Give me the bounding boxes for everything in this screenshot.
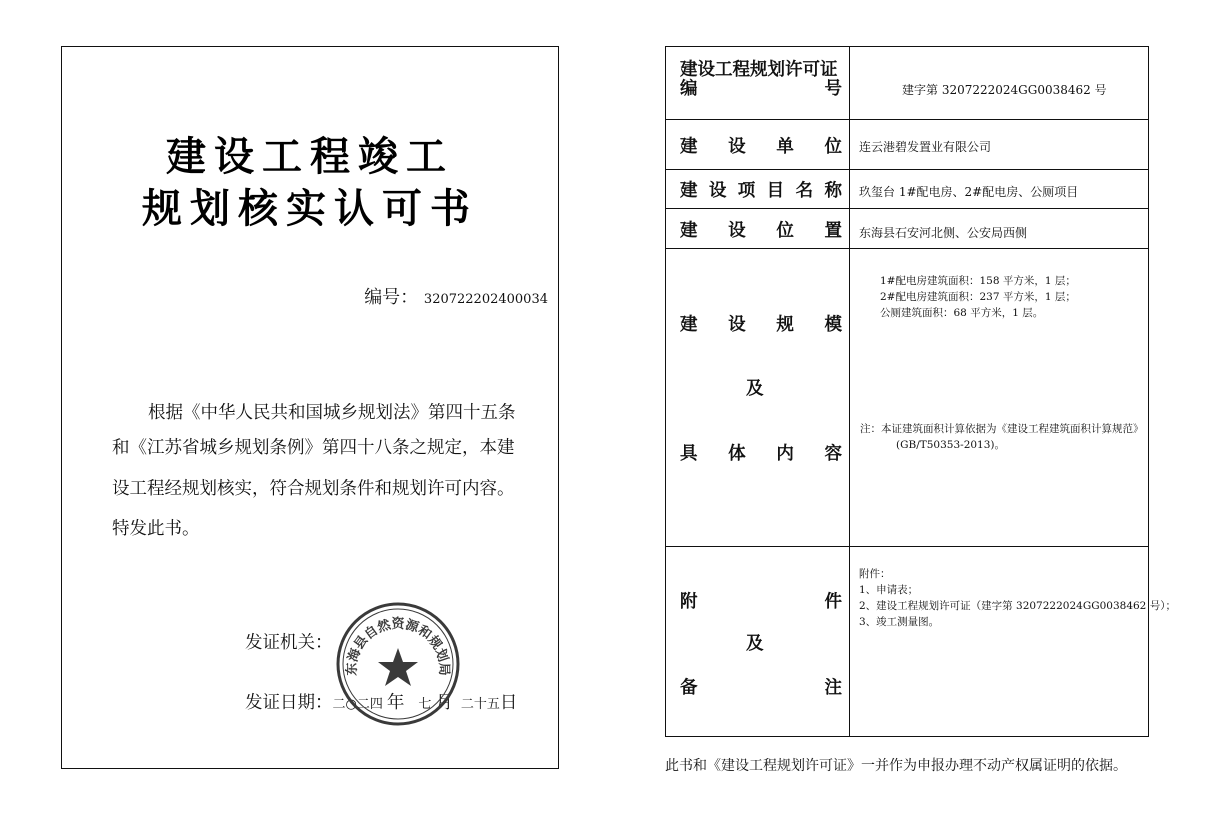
scale-note-line1: 注：本证建筑面积计算依据为《建设工程建筑面积计算规范》 [860,423,1144,435]
official-seal-icon [334,600,462,728]
serial-number-row [364,283,548,309]
scale-item: 1#配电房建筑面积：158 平方米，1 层； [880,275,1076,287]
scale-note-line2: (GB/T50353-2013)。 [896,439,1006,451]
attachment-heading: 附件： [859,568,891,580]
permit-number-label-line1: 建设工程规划许可证 [680,60,838,80]
scale-note [860,421,1145,453]
location-value: 东海县石安河北侧、公安局西侧 [859,226,1028,240]
project-label-char: 称 [824,181,842,201]
certificate-title-line1: 建设工程竣工 [166,133,454,180]
table-row-divider [666,208,1148,209]
attachment-label-line2: 及 [746,634,764,654]
unit-label-char: 建 [680,137,698,157]
table-row-divider [666,169,1148,170]
project-label-char: 项 [737,181,756,201]
attachment-label-char: 备 [680,678,698,698]
scale-label-char: 具 [680,444,698,464]
body-line-1: 根据《中华人民共和国城乡规划法》第四十五条 [148,403,516,423]
unit-value: 连云港碧发置业有限公司 [859,140,992,154]
certificate-page [61,46,559,769]
body-line-4: 特发此书。 [112,519,200,539]
serial-label: 编号： [364,287,419,308]
scale-label-line3 [680,440,842,465]
certificate-title-line2: 规划核实认可书 [142,185,478,232]
location-label-char: 设 [728,221,746,241]
scale-label-char: 模 [824,315,842,335]
permit-number-label [680,61,842,99]
location-label-char: 位 [776,221,794,241]
project-name-value: 玖玺台 1#配电房、2#配电房、公厕项目 [859,185,1079,199]
issue-date-month-suffix: 月 [435,693,453,713]
issue-date-year: 二○二四 [332,697,383,712]
attachment-label-line1 [680,588,842,613]
scale-label-char: 建 [680,315,698,335]
unit-label [680,133,842,158]
location-label-char: 置 [824,221,842,241]
scale-label-line1 [680,311,842,336]
project-label-char: 设 [708,181,727,201]
attachment-label-char: 件 [824,592,842,612]
project-name-label [680,177,842,202]
scale-label-char: 规 [776,315,794,335]
attachment-item: 2、建设工程规划许可证（建字第 3207222024GG0038462 号）； [859,600,1176,612]
table-row-divider [666,119,1148,120]
unit-label-char: 位 [824,137,842,157]
scale-item: 2#配电房建筑面积：237 平方米，1 层； [880,291,1076,303]
permit-number-label-char: 号 [824,79,842,99]
project-label-char: 名 [795,181,814,201]
scale-label-char: 容 [824,444,842,464]
attachment-item: 3、竣工测量图。 [859,616,940,628]
location-label-char: 建 [680,221,698,241]
serial-number: 320722202400034 [423,292,548,307]
scale-label-char: 内 [776,444,794,464]
issuer-label: 发证机关： [245,633,333,653]
scale-items-list [880,273,1076,321]
scale-label-char: 体 [728,444,746,464]
permit-details-table [665,46,1176,737]
issue-date-year-suffix: 年 [386,693,405,713]
attachment-list [859,566,1176,630]
attachment-label-line3 [680,674,842,699]
issue-date-label: 发证日期： [245,693,333,713]
issue-date-day: 二十五 [460,697,500,712]
table-row-divider [666,248,1148,249]
footer-note: 此书和《建设工程规划许可证》一并作为申报办理不动产权属证明的依据。 [665,758,1127,774]
unit-label-char: 单 [776,137,794,157]
table-row-divider [666,546,1148,547]
issue-date-day-suffix: 日 [499,693,518,713]
scale-label-line2: 及 [746,379,764,399]
attachment-label-char: 注 [824,678,842,698]
attachment-label-char: 附 [680,592,698,612]
scale-label-char: 设 [728,315,746,335]
seal-text: 东海县自然资源和规划局 [344,617,452,676]
project-label-char: 建 [680,181,698,201]
scale-item: 公厕建筑面积：68 平方米，1 层。 [880,307,1044,319]
permit-number-label-char: 编 [680,79,698,99]
attachment-item: 1、申请表； [859,584,919,596]
issue-date-month: 七 [418,697,432,712]
body-line-3: 设工程经规划核实，符合规划条件和规划许可内容。 [112,479,515,499]
table-column-divider [849,47,850,736]
unit-label-char: 设 [728,137,746,157]
permit-number-value: 建字第 3207222024GG0038462 号 [902,83,1107,97]
body-line-2: 和《江苏省城乡规划条例》第四十八条之规定，本建 [112,438,515,458]
project-label-char: 目 [766,181,785,201]
location-label [680,217,842,242]
